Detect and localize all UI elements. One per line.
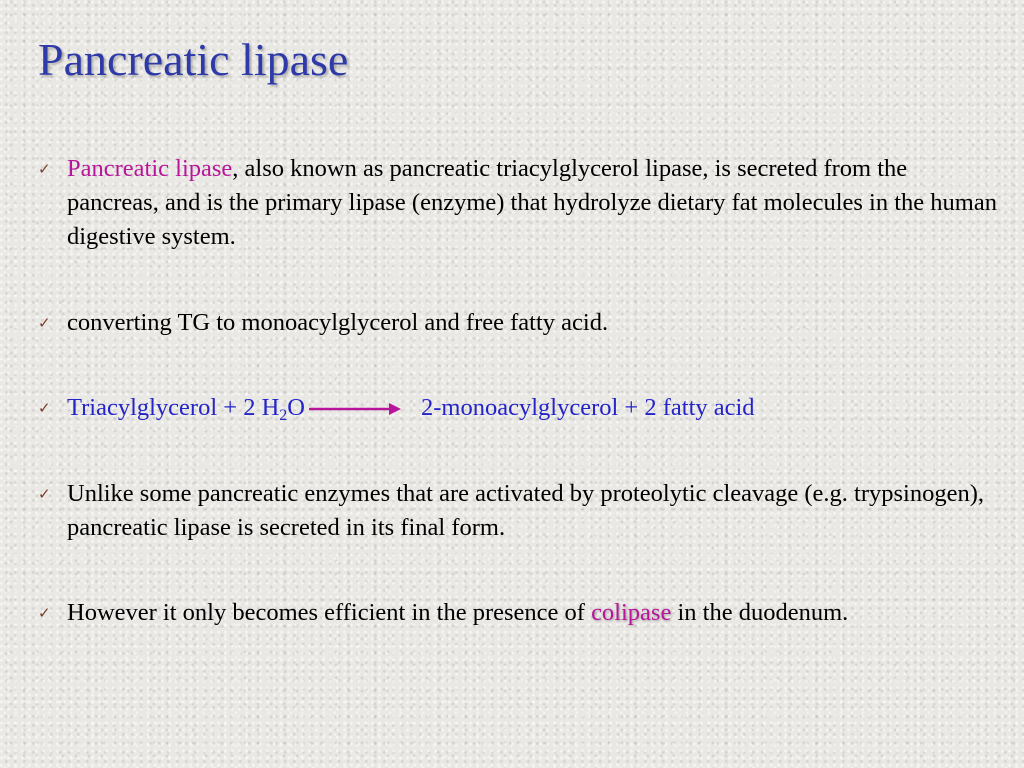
reactant-end: O (287, 394, 305, 421)
checkmark-icon: ✓ (38, 314, 51, 332)
list-item (38, 391, 755, 433)
reaction-equation (67, 391, 755, 433)
list-item (38, 152, 998, 254)
page-title: Pancreatic lipase (38, 34, 349, 85)
list-item (38, 477, 998, 545)
bullet-text (67, 596, 848, 630)
bullet-body: converting TG to monoacylglycerol and free fatty acid. (67, 309, 609, 336)
highlight-term: Pancreatic lipase (67, 155, 233, 182)
list-item (38, 306, 608, 340)
subscript: 2 (279, 407, 288, 424)
right-arrow-icon (307, 402, 403, 416)
checkmark-icon: ✓ (38, 399, 51, 417)
bullet-body-end: in the duodenum. (671, 599, 849, 626)
checkmark-icon: ✓ (38, 604, 51, 622)
bullet-text (67, 152, 998, 254)
list-item (38, 596, 998, 630)
bullet-body: , also known as pancreatic triacylglycerol lipase, is secreted from the pancreas, and is the primary lipase (enzyme) that hydrolyze dietary fat molecules in the human digestive system. (67, 155, 997, 250)
product: 2-monoacylglycerol + 2 fatty acid (421, 394, 755, 421)
highlight-term: colipase (591, 599, 672, 626)
checkmark-icon: ✓ (38, 485, 51, 503)
bullet-text (67, 477, 998, 545)
bullet-text (67, 306, 608, 340)
bullet-body: However it only becomes efficient in the presence of (67, 599, 592, 626)
bullet-body: Unlike some pancreatic enzymes that are activated by proteolytic cleavage (e.g. trypsinogen), pancreatic lipase is secreted in its final form. (67, 480, 985, 541)
checkmark-icon: ✓ (38, 160, 51, 178)
reactant: Triacylglycerol + 2 H (67, 394, 280, 421)
